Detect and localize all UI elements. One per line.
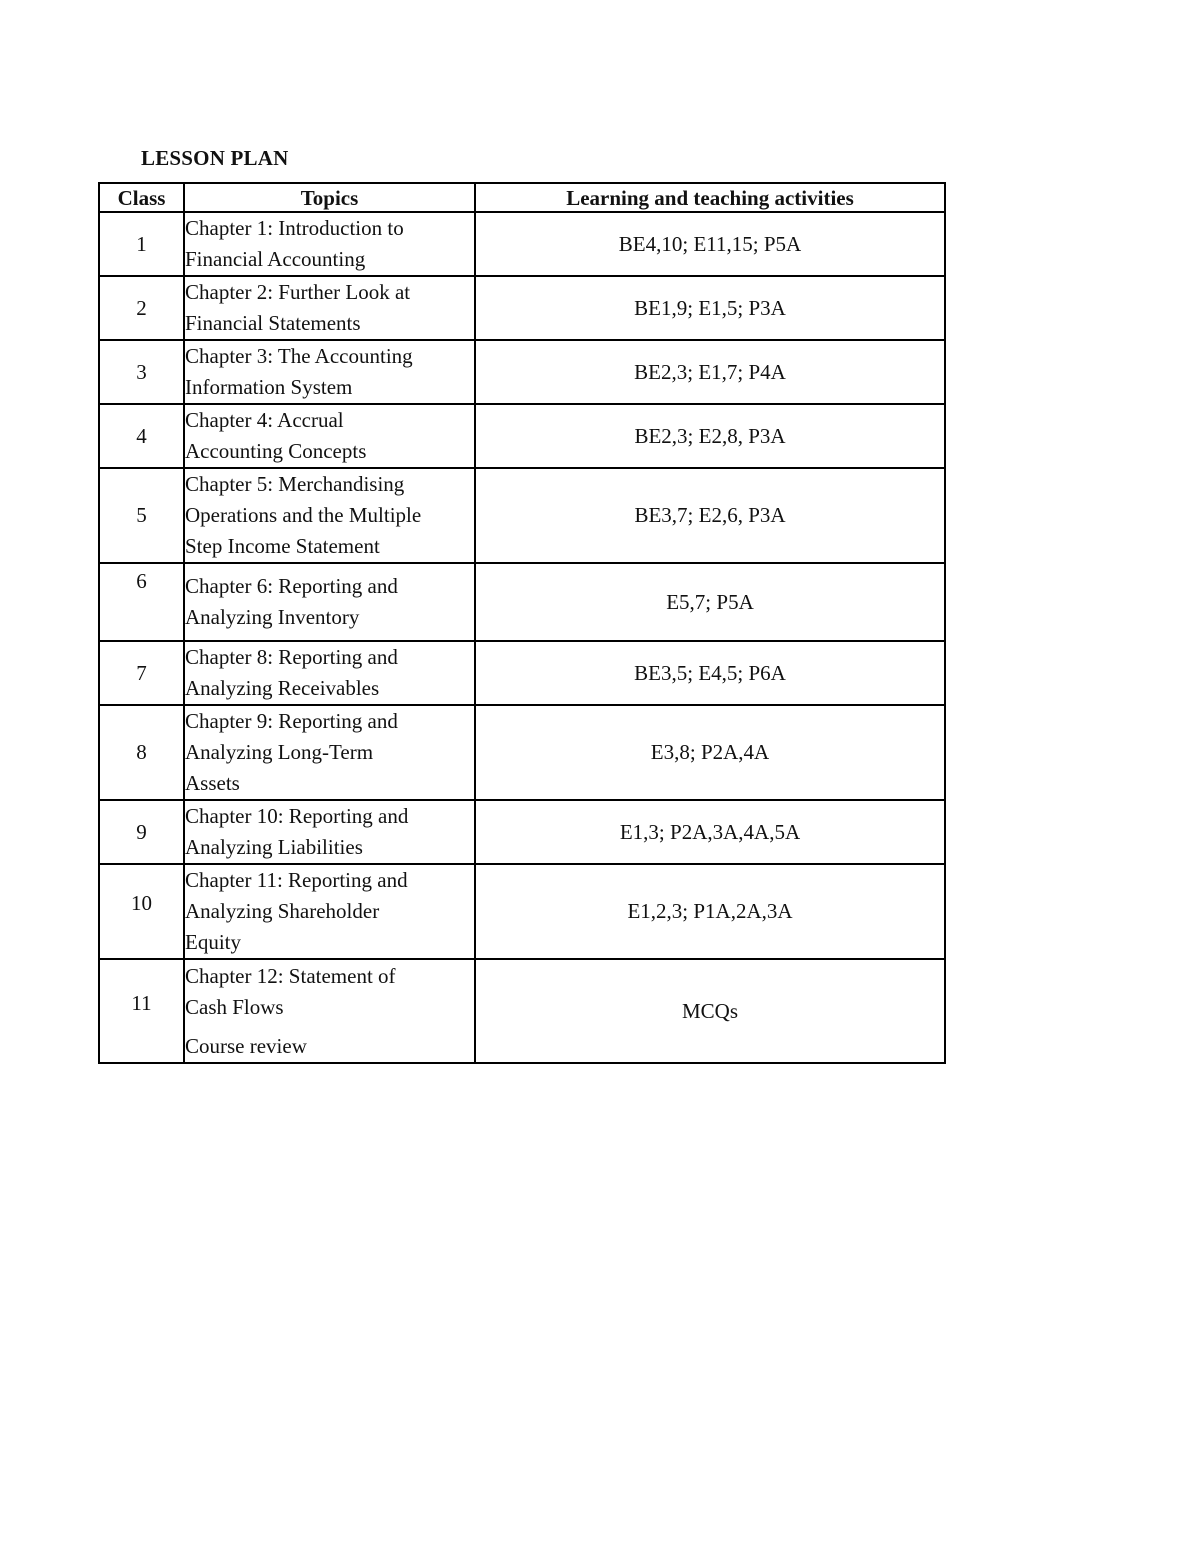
class-number: 2: [99, 276, 184, 340]
topic-cell: [184, 340, 475, 404]
topic-line: Information System: [185, 375, 353, 399]
topic-cell: [184, 641, 475, 705]
class-number: 5: [99, 468, 184, 563]
topic-line: Chapter 3: The Accounting: [185, 344, 413, 368]
topic-line: Chapter 2: Further Look at: [185, 280, 411, 304]
topic-line: Step Income Statement: [185, 534, 380, 558]
class-number: 11: [99, 959, 184, 1063]
table-row: [99, 212, 945, 276]
activities-cell: E1,3; P2A,3A,4A,5A: [475, 800, 945, 864]
table-row: [99, 800, 945, 864]
class-number: 6: [99, 563, 184, 641]
topic-line: Analyzing Inventory: [185, 605, 360, 629]
table-row: [99, 705, 945, 800]
class-number: 8: [99, 705, 184, 800]
topic-line: Cash Flows: [185, 994, 284, 1019]
topic-cell: [184, 563, 475, 641]
class-number: 1: [99, 212, 184, 276]
table-row: [99, 641, 945, 705]
class-number: 10: [99, 864, 184, 959]
topic-cell: [184, 212, 475, 276]
topic-cell: [184, 705, 475, 800]
table-row: [99, 404, 945, 468]
topic-line: Analyzing Liabilities: [185, 835, 363, 859]
activities-cell: BE4,10; E11,15; P5A: [475, 212, 945, 276]
table-row: [99, 864, 945, 959]
lesson-plan-table: [98, 182, 946, 1064]
topic-line: Chapter 6: Reporting and: [185, 574, 398, 598]
topic-line: Operations and the Multiple: [185, 503, 422, 527]
topic-cell: [184, 959, 475, 1063]
topic-line: Chapter 4: Accrual: [185, 408, 344, 432]
activities-cell: BE1,9; E1,5; P3A: [475, 276, 945, 340]
topic-line: Accounting Concepts: [185, 439, 367, 463]
table-row: [99, 563, 945, 641]
table-row: [99, 276, 945, 340]
topic-line: Financial Accounting: [185, 247, 366, 271]
activities-cell: MCQs: [475, 959, 945, 1063]
header-class: Class: [99, 183, 184, 212]
topic-cell: [184, 404, 475, 468]
activities-cell: E5,7; P5A: [475, 563, 945, 641]
table-row: [99, 468, 945, 563]
topic-cell: [184, 864, 475, 959]
topic-line: Equity: [185, 930, 241, 954]
class-number: 3: [99, 340, 184, 404]
topic-line: Analyzing Receivables: [185, 676, 380, 700]
topic-line: Financial Statements: [185, 311, 361, 335]
activities-cell: E3,8; P2A,4A: [475, 705, 945, 800]
activities-cell: BE2,3; E2,8, P3A: [475, 404, 945, 468]
topic-line: Chapter 8: Reporting and: [185, 645, 398, 669]
header-activities: Learning and teaching activities: [475, 183, 945, 212]
page-title: LESSON PLAN: [141, 146, 289, 170]
activities-cell: BE2,3; E1,7; P4A: [475, 340, 945, 404]
topic-line: Chapter 5: Merchandising: [185, 472, 405, 496]
topic-line: Chapter 11: Reporting and: [185, 868, 408, 892]
activities-cell: E1,2,3; P1A,2A,3A: [475, 864, 945, 959]
header-topics: Topics: [184, 183, 475, 212]
class-number: 7: [99, 641, 184, 705]
activities-cell: BE3,5; E4,5; P6A: [475, 641, 945, 705]
activities-cell: BE3,7; E2,6, P3A: [475, 468, 945, 563]
topic-cell: [184, 468, 475, 563]
topic-extra-line: Course review: [185, 1033, 307, 1058]
table-row: [99, 959, 945, 1063]
topic-line: Chapter 12: Statement of: [185, 963, 396, 988]
topic-line: Analyzing Shareholder: [185, 899, 380, 923]
topic-line: Chapter 1: Introduction to: [185, 216, 404, 240]
topic-line: Chapter 9: Reporting and: [185, 709, 398, 733]
table-row: [99, 340, 945, 404]
topic-line: Assets: [185, 771, 240, 795]
table-header-row: [99, 183, 945, 212]
class-number: 4: [99, 404, 184, 468]
topic-line: Chapter 10: Reporting and: [185, 804, 409, 828]
topic-cell: [184, 800, 475, 864]
class-number: 9: [99, 800, 184, 864]
topic-line: Analyzing Long-Term: [185, 740, 374, 764]
topic-cell: [184, 276, 475, 340]
